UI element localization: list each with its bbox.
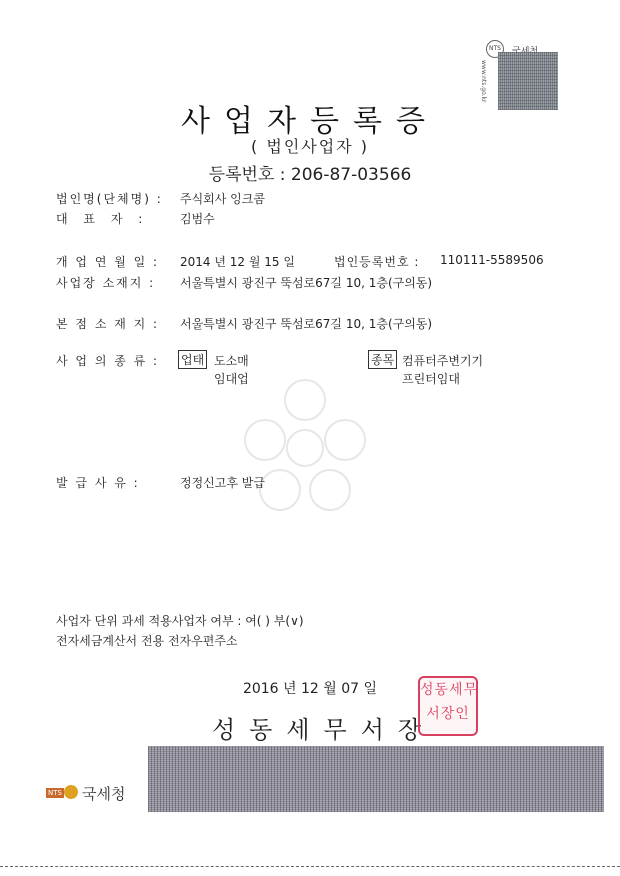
rep-name: 김범수 [180,212,215,226]
biz-addr-label: 사업장 소재지 : [56,276,156,290]
nts-badge: NTS [486,40,504,58]
document-title: 사업자등록증 [181,104,439,139]
open-date-label: 개 업 연 월 일 : [56,255,160,269]
watermark-emblem [235,370,375,530]
hq-addr: 서울특별시 광진구 뚝섬로67길 10, 1층(구의동) [180,317,433,331]
issue-reason: 정정신고후 발급 [180,476,265,490]
seal-bottom: 서장인 [426,706,470,722]
nts-logo-name: 국세청 [82,785,126,803]
type-box: 업태 [178,350,207,369]
corp-name-label: 법인명(단체명) : [56,192,163,206]
qr-url: www.nts.go.kr [480,60,487,103]
registration-number: 등록번호 : 206-87-03566 [208,165,412,185]
security-barcode [148,746,604,812]
corp-reg-label: 법인등록번호 : [334,255,420,269]
corp-reg-number: 110111-5589506 [440,253,544,267]
hq-addr-label: 본 점 소 재 지 : [56,317,160,331]
seal-top: 성동세무 [420,682,479,698]
document-subtitle: ( 법인사업자 ) [251,137,369,156]
biz-addr: 서울특별시 광진구 뚝섬로67길 10, 1층(구의동) [180,276,433,290]
type-2: 임대업 [214,372,249,386]
item-box: 종목 [368,350,397,369]
type-1: 도소매 [214,354,249,368]
biz-type-label: 사 업 의 종 류 : [56,354,160,368]
open-date: 2014 년 12 월 15 일 [180,255,295,269]
item-1: 컴퓨터주변기기 [402,354,484,368]
corp-name: 주식회사 잉크콤 [180,192,265,206]
nts-flower-icon [64,785,78,799]
item-2: 프린터임대 [402,372,460,386]
tax-office-name: 성동세무서장 [212,716,436,744]
rep-label: 대 표 자 : [56,212,149,226]
tax-unit-note: 사업자 단위 과세 적용사업자 여부 : 여( ) 부(∨) [56,614,304,628]
official-seal [418,676,478,736]
nts-logo-badge: NTS [48,789,62,797]
issue-reason-label: 발 급 사 유 : [56,476,140,490]
bottom-divider [0,866,620,868]
issue-date: 2016 년 12 월 07 일 [242,681,378,697]
email-note: 전자세금계산서 전용 전자우편주소 [56,634,238,648]
